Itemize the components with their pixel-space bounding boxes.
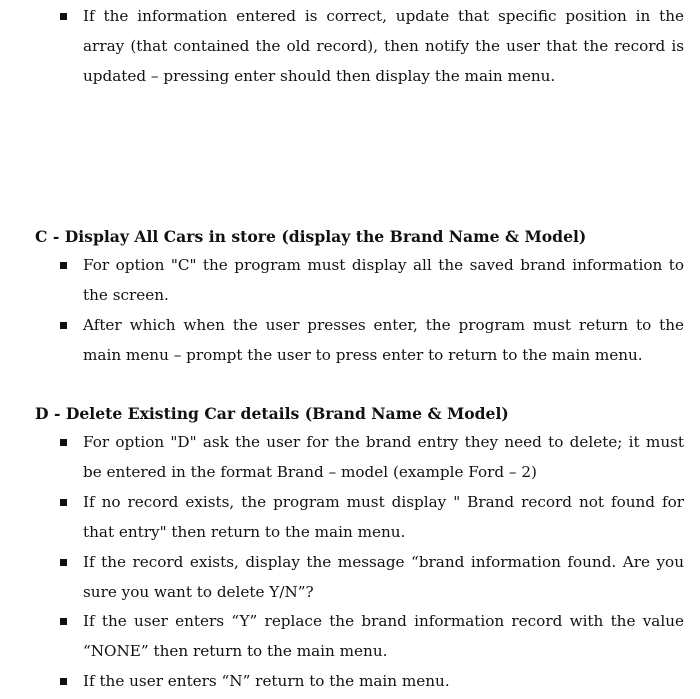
- list-item: [56, 488, 684, 548]
- list-item-text: If the user enters “Y” replace the brand information record with the value “NONE” then return to the main menu.: [83, 612, 684, 660]
- list-item-text: If the information entered is correct, update that specific position in the array (that contained the old record), then notify the user that the record is updated – pressing enter should then display the main menu.: [83, 7, 684, 85]
- list-item: [56, 607, 684, 667]
- list-item: [56, 311, 684, 371]
- bullet-icon: [60, 13, 67, 20]
- bullet-icon: [60, 499, 67, 506]
- list-item: [56, 2, 684, 91]
- bullet-icon: [60, 439, 67, 446]
- list-item: [56, 667, 684, 697]
- list-item: [56, 548, 684, 608]
- bullet-icon: [60, 678, 67, 685]
- list-item-text: If the user enters “N” return to the main menu.: [83, 672, 450, 690]
- bullet-icon: [60, 262, 67, 269]
- section-heading-d: D - Delete Existing Car details (Brand Name & Model): [35, 404, 509, 423]
- list-item-text: For option "D" ask the user for the brand entry they need to delete; it must be entered in the format Brand – model (example Ford – 2): [83, 433, 684, 481]
- bullet-icon: [60, 322, 67, 329]
- list-item-text: After which when the user presses enter, the program must return to the main menu – prompt the user to press enter to return to the main menu.: [83, 316, 684, 364]
- bullet-icon: [60, 559, 67, 566]
- list-item-text: If no record exists, the program must display " Brand record not found for that entry" then return to the main menu.: [83, 493, 684, 541]
- list-item-text: If the record exists, display the message “brand information found. Are you sure you want to delete Y/N”?: [83, 553, 684, 601]
- list-item: [56, 428, 684, 488]
- bullet-icon: [60, 618, 67, 625]
- section-heading-c: C - Display All Cars in store (display the Brand Name & Model): [35, 227, 587, 246]
- list-item: [56, 251, 684, 311]
- list-item-text: For option "C" the program must display all the saved brand information to the screen.: [83, 256, 684, 304]
